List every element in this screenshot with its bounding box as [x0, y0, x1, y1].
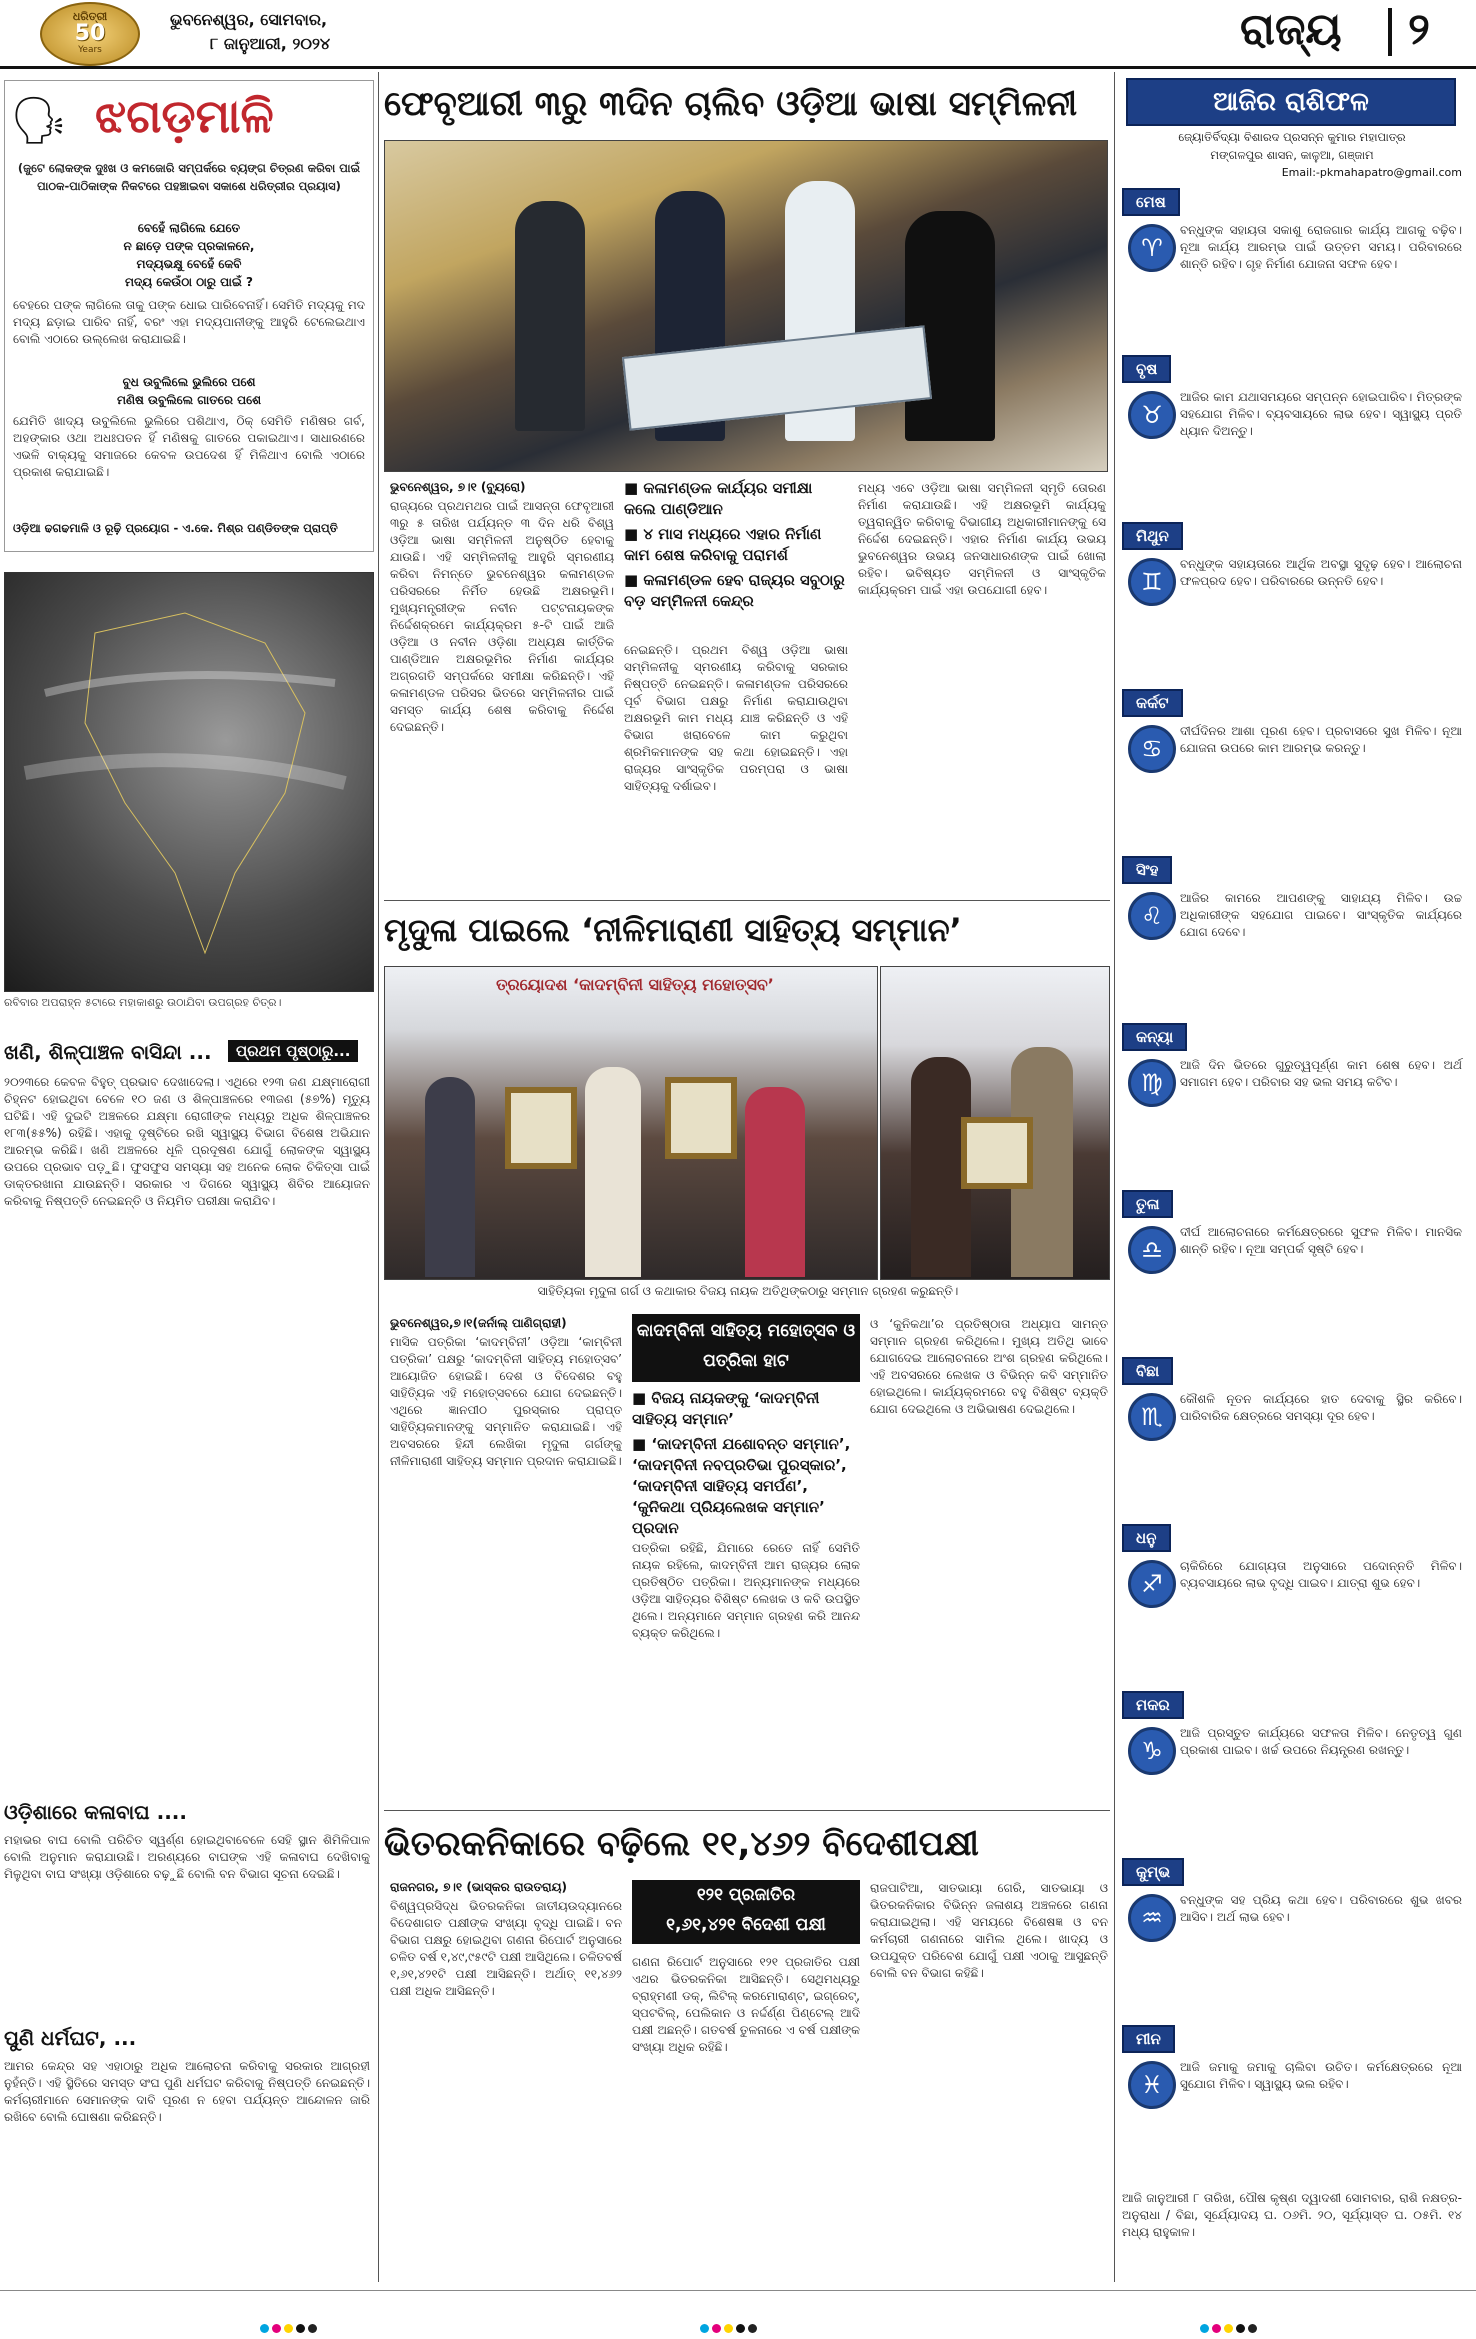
- continuation-headline: ଖଣି, ଶିଳ୍ପାଞ୍ଚଳ ବାସିନ୍ଦା ...: [4, 1040, 212, 1064]
- footer-rule: [0, 2290, 1476, 2291]
- horoscope-title: ଆଜିର ରାଶିଫଳ: [1126, 78, 1456, 126]
- sign-prediction: ବନ୍ଧୁଙ୍କ ସହ ପ୍ରିୟ କଥା ହେବ। ପରିବାରରେ ଶୁଭ ଖବର ଆସିବ। ଅର୍ଥ ଲାଭ ହେବ।: [1180, 1893, 1462, 1924]
- registration-dot: [712, 2324, 721, 2333]
- main-story-col2: ନେଇଛନ୍ତି। ପ୍ରଥମ ବିଶ୍ୱ ଓଡ଼ିଆ ଭାଷା ସମ୍ମିଳନୀକୁ ସ୍ମରଣୀୟ କରିବାକୁ ସରକାର ନିଷ୍ପତ୍ତି ନେଇଛନ୍ତି। କଳାମଣ୍ଡଳ ପରିସରରେ ପୂର୍ବ ବିଭାଗ ପକ୍ଷରୁ ନିର୍ମାଣ କରାଯାଉଥିବା ଅକ୍ଷରଭୂମି କାମ ମଧ୍ୟ ଯାଞ୍ଚ କରିଛନ୍ତି ଓ ଏହି ବିଭାଗ ଖରାବେଳେ କାମ କରୁଥିବା ଶ୍ରମିକମାନଙ୍କ ସହ କଥା ହୋଇଛନ୍ତି। ଏହା ରାଜ୍ୟର ସାଂସ୍କୃତିକ ପରମ୍ପରା ଓ ଭାଷା ସାହିତ୍ୟକୁ ଦର୍ଶାଇବ।: [624, 643, 848, 793]
- horoscope-sign: [1122, 2025, 1462, 2186]
- sign-name: କର୍କଟ: [1122, 689, 1183, 717]
- bird-col1: ବିଶ୍ୱପ୍ରସିଦ୍ଧ ଭିତରକନିକା ଜାତୀୟଉଦ୍ୟାନରେ ବିଦେଶାଗତ ପକ୍ଷୀଙ୍କ ସଂଖ୍ୟା ବୃଦ୍ଧି ପାଇଛି। ବନ ବିଭାଗ ପକ୍ଷରୁ ହୋଇଥିବା ଗଣନା ରିପୋର୍ଟ ଅନୁସାରେ ଚଳିତ ବର୍ଷ ୧,୪୯,୯୫୯ଟି ପକ୍ଷୀ ଆସିଥିଲେ। ଚଳିତବର୍ଷ ୧,୬୧,୪୨୧ଟି ପକ୍ଷୀ ଆସିଛନ୍ତି। ଅର୍ଥାତ୍ ୧୧,୪୬୨ ପକ୍ଷୀ ଅଧିକ ଆସିଛନ୍ତି।: [390, 1899, 622, 1998]
- sign-prediction: କୌଶଳି ନୂତନ କାର୍ଯ୍ୟରେ ହାତ ଦେବାକୁ ସ୍ଥିର କରିବେ। ପାରିବାରିକ କ୍ଷେତ୍ରରେ ସମସ୍ୟା ଦୂର ହେବ।: [1180, 1392, 1462, 1423]
- kalabagh-heading: ଓଡ଼ିଶାରେ କଳାବାଘ ....: [4, 1800, 187, 1824]
- registration-dot: [748, 2324, 757, 2333]
- bullet-item: ■ ବିଜୟ ନାୟକଙ୍କୁ ‘କାଦମ୍ବିନୀ ସାହିତ୍ୟ ସମ୍ମାନ’: [632, 1389, 820, 1428]
- sign-prediction: ଆଜିର କାମ ଯଥାସମୟରେ ସମ୍ପନ୍ନ ହୋଇପାରିବ। ମିତ୍ରଙ୍କ ସହଯୋଗ ମିଳିବ। ବ୍ୟବସାୟରେ ଲାଭ ହେବ। ସ୍ୱାସ୍ଥ୍ୟ ପ୍ରତି ଧ୍ୟାନ ଦିଅନ୍ତୁ।: [1180, 390, 1462, 438]
- award-photo-main: [384, 966, 878, 1280]
- strike-heading: ପୁଣି ଧର୍ମଘଟ, ...: [4, 2026, 137, 2050]
- dateline-date: ୮ ଜାନୁଆରୀ, ୨୦୨୪: [210, 34, 331, 53]
- page-number: ୨: [1408, 4, 1430, 55]
- main-story-col1: ରାଜ୍ୟରେ ପ୍ରଥମଥର ପାଇଁ ଆସନ୍ତା ଫେବୃଆରୀ ୩ରୁ ୫ ତାରିଖ ପର୍ଯ୍ୟନ୍ତ ୩ ଦିନ ଧରି ବିଶ୍ୱ ଓଡ଼ିଆ ଭାଷା ସମ୍ମିଳନୀ ଅନୁଷ୍ଠିତ ହେବାକୁ ଯାଉଛି। ଏହି ସମ୍ମିଳନୀକୁ ଆହୁରି ସ୍ମରଣୀୟ କରିବା ନିମନ୍ତେ ଭୁବନେଶ୍ୱର କଳାମଣ୍ଡଳ ପରିସରରେ ନିର୍ମିତ ହେଉଛି ଅକ୍ଷରଭୂମି। ମୁଖ୍ୟମନ୍ତ୍ରୀଙ୍କ ନବୀନ ପଟ୍ଟନାୟକଙ୍କ ନିର୍ଦ୍ଦେଶକ୍ରମେ କାର୍ଯ୍ୟକ୍ରମ ୫-ଟି ପାଇଁ ଆଜି ଓଡ଼ିଆ ଓ ନବୀନ ଓଡ଼ିଶା ଅଧ୍ୟକ୍ଷ କାର୍ତ୍ତିକ ପାଣ୍ଡିଆନ ଅକ୍ଷରଭୂମିର ନିର୍ମାଣ କାର୍ଯ୍ୟର ଅଗ୍ରଗତି ସମ୍ପର୍କରେ ସମୀକ୍ଷା କରିଛନ୍ତି। ଏହି କଳାମଣ୍ଡଳ ପରିସର ଭିତରେ ସମ୍ମିଳନୀର ପାଇଁ ସମସ୍ତ କାର୍ଯ୍ୟ ଶେଷ କରିବାକୁ ନିର୍ଦ୍ଦେଶ ଦେଇଛନ୍ତି।: [390, 499, 614, 734]
- main-story-col3: ମଧ୍ୟ ଏବେ ଓଡ଼ିଆ ଭାଷା ସମ୍ମିଳନୀ ସ୍ମୃତି ତୋରଣ ନିର୍ମାଣ କରାଯାଉଛି। ଏହି ଅକ୍ଷରଭୂମି କାର୍ଯ୍ୟକୁ ତ୍ୱରାନ୍ୱିତ କରିବାକୁ ବିଭାଗୀୟ ଅଧିକାରୀମାନଙ୍କୁ ସେ ନିର୍ଦ୍ଦେଶ ଦେଇଛନ୍ତି। ଏହାର ନିର୍ମାଣ କାର୍ଯ୍ୟ ଉଭୟ ଭୁବନେଶ୍ୱର ଉଭୟ ଜନସାଧାରଣଙ୍କ ପାଇଁ ଖୋଲା ରହିବ। ଭବିଷ୍ୟତ ସମ୍ମିଳନୀ ଓ ସାଂସ୍କୃତିକ କାର୍ଯ୍ୟକ୍ରମ ପାଇଁ ଏହା ଉପଯୋଗୀ ହେବ।: [858, 481, 1106, 597]
- bird-box-line: ୧,୬୧,୪୨୧ ବିଦେଶୀ ପକ୍ଷୀ: [666, 1915, 826, 1935]
- sign-name: ବୃଷ: [1122, 355, 1171, 383]
- zodiac-icon: ♓: [1128, 2061, 1176, 2109]
- panchang-text: ଆଜି ଜାନୁଆରୀ ୮ ତାରିଖ, ପୌଷ କୃଷ୍ଣ ଦ୍ୱାଦଶୀ ସୋମବାର, ରାଶି ନକ୍ଷତ୍ର-ଅନୁରାଧା / ବିଛା, ସୂର୍ଯ୍ୟୋଦୟ ଘ. ୦୬ମି. ୨୦, ସୂର୍ଯ୍ୟାସ୍ତ ଘ. ୦୫ମି. ୧୪ ମଧ୍ୟ ରାହୁକାଳ।: [1122, 2191, 1462, 2239]
- award-col1: ମାସିକ ପତ୍ରିକା ‘କାଦମ୍ବିନୀ’ ଓଡ଼ିଆ ‘କାମ୍ବିନୀ ପତ୍ରିକା’ ପକ୍ଷରୁ ‘କାଦମ୍ବିନୀ ସାହିତ୍ୟ ମହୋତ୍ସବ’ ଆୟୋଜିତ ହୋଇଛି। ଦେଶ ଓ ବିଦେଶର ବହୁ ସାହିତ୍ୟିକ ଏହି ମହୋତ୍ସବରେ ଯୋଗ ଦେଇଛନ୍ତି। ଏଥିରେ ଜ୍ଞାନପୀଠ ପୁରସ୍କାର ପ୍ରାପ୍ତ ସାହିତ୍ୟିକମାନଙ୍କୁ ସମ୍ମାନିତ କରାଯାଇଛି। ଏହି ଅବସରରେ ହିନ୍ଦୀ ଲେଖିକା ମୃଦୁଳା ଗର୍ଗଙ୍କୁ ନୀଳିମାରାଣୀ ସାହିତ୍ୟ ସମ୍ମାନ ପ୍ରଦାନ କରାଯାଇଛି।: [390, 1335, 622, 1468]
- strike-text: ଆମର କେନ୍ଦ୍ର ସହ ଏହାଠାରୁ ଅଧିକ ଆଲୋଚନା କରିବାକୁ ସରକାର ଆଗ୍ରହୀ ନୁହଁନ୍ତି। ଏହି ସ୍ଥିତିରେ ସମସ୍ତ ସଂଘ ପୁଣି ଧର୍ମଘଟ କରିବାକୁ ନିଷ୍ପତ୍ତି ନେଇଛନ୍ତି। କର୍ମଚାରୀମାନେ ସେମାନଙ୍କ ଦାବି ପୂରଣ ନ ହେବା ପର୍ଯ୍ୟନ୍ତ ଆନ୍ଦୋଳନ ଜାରି ରଖିବେ ବୋଲି ଘୋଷଣା କରିଛନ୍ତି।: [4, 2059, 370, 2124]
- satire-title: ଝଗଡ଼ମାଳି: [95, 89, 274, 143]
- bullet-text: ୪ ମାସ ମଧ୍ୟରେ ଏହାର ନିର୍ମାଣ କାମ ଶେଷ କରିବାକୁ ପରାମର୍ଶ: [624, 525, 822, 564]
- horoscope-sign: [1122, 355, 1462, 516]
- registration-dot: [260, 2324, 269, 2333]
- bullet-item: ■ ୪ ମାସ ମଧ୍ୟରେ ଏହାର ନିର୍ମାଣ କାମ ଶେଷ କରିବାକୁ ପରାମର୍ଶ: [624, 525, 822, 564]
- main-story-dateline: ଭୁବନେଶ୍ୱର, ୭।୧ (ବ୍ୟୁରୋ): [390, 480, 526, 494]
- award-dateline: ଭୁବନେଶ୍ୱର,୭।୧(ଜର୍ନାଲ୍ ପାଣିଗ୍ରାହୀ): [390, 1316, 567, 1330]
- registration-dot: [1200, 2324, 1209, 2333]
- horoscope-sign: [1122, 1524, 1462, 1685]
- color-registration-center: [700, 2318, 760, 2337]
- registration-dot: [1224, 2324, 1233, 2333]
- bullet-text: କଳାମଣ୍ଡଳ ହେବ ରାଜ୍ୟର ସବୁଠାରୁ ବଡ଼ ସମ୍ମିଳନୀ କେନ୍ଦ୍ର: [624, 571, 845, 610]
- section-rule: [384, 1810, 1110, 1811]
- award-banner: ତ୍ରୟୋଦଶ ‘କାଦମ୍ବିନୀ ସାହିତ୍ୟ ମହୋତ୍ସବ’: [496, 975, 774, 994]
- horoscope-address: ମଙ୍ଗଳପୁର ଶାସନ, କାଳୁଆ, ଗଞ୍ଜାମ: [1210, 148, 1374, 162]
- satire-paragraph-one: ବେହରେ ପଙ୍କ ଲାଗିଲେ ତାକୁ ପଙ୍କ ଧୋଇ ପାରିବେନାହିଁ। ସେମିତି ମଦ୍ୟକୁ ମଦ ମଦ୍ୟ ଛଡ଼ାଇ ପାରିବ ନାହିଁ, ବରଂ ଏହା ମଦ୍ୟପାନୀଙ୍କୁ ଆହୁରି ଟେଲେଇଥାଏ ବୋଲି ଏଠାରେ ଉଲ୍ଲେଖ କରାଯାଇଛି।: [13, 298, 365, 346]
- emblem-sub: Years: [78, 45, 102, 55]
- poem-line: ବୁଧ ଉବୁଲିଲେ ଭୁଲିରେ ପଶେ: [122, 375, 256, 389]
- main-story-headline: ଫେବୃଆରୀ ୩ରୁ ୩ଦିନ ଚାଲିବ ଓଡ଼ିଆ ଭାଷା ସମ୍ମିଳନୀ: [384, 84, 1078, 124]
- horoscope-sign: [1122, 522, 1462, 683]
- poem-one: [13, 219, 365, 291]
- zodiac-icon: ♊: [1128, 558, 1176, 606]
- masthead: [0, 0, 1476, 64]
- sign-prediction: ଆଜି ଜମାକୁ ଜମାକୁ ଚାଲିବା ଉଚିତ। କର୍ମକ୍ଷେତ୍ରରେ ନୂଆ ସୁଯୋଗ ମିଳିବ। ସ୍ୱାସ୍ଥ୍ୟ ଭଲ ରହିବ।: [1180, 2060, 1462, 2091]
- photo-person: [425, 1077, 475, 1277]
- kalabagh-text: ମହାଭର ବାଘ ବୋଲି ପରିଚିତ ସ୍ୱର୍ଣ୍ଣ ହୋଇଥିବାବେଳେ ସେହି ସ୍ଥାନ ଶିମିଳିପାଳ ବୋଲି ଅନୁମାନ କରାଯାଉଛି। ଅରଣ୍ୟରେ ବାଘଙ୍କ ଏହି କଳାବାଘ ଦେଖିବାକୁ ମିଳୁଥିବା ବାଘ ସଂଖ୍ୟା ଓଡ଼ିଶାରେ ବଢ଼ୁଛି ବୋଲି ବନ ବିଭାଗ ସୂଚନା ଦେଇଛି।: [4, 1833, 370, 1881]
- continuation-text: ୨୦୨୩ରେ କେବଳ ବିହୁତ୍ ପ୍ରଭାବ ଦେଖାଦେଲା। ଏଥିରେ ୧୨୩ ଜଣ ଯକ୍ଷ୍ମାରୋଗୀ ଚିହ୍ନଟ ହୋଇଥିବା ବେଳେ ୧୦ ଜଣ ଓ ଶିଳ୍ପାଞ୍ଚଳରେ ୧୩ଜଣ (୫୭%) ମୃତ୍ୟୁ ଘଟିଛି। ଏହି ଦୁଇଟି ଅଞ୍ଚଳରେ ଯକ୍ଷ୍ମା ରୋଗୀଙ୍କ ମଧ୍ୟରୁ ଅଧିକ ଶିଳ୍ପାଞ୍ଚଳର ୧୮୩(୫୫%) ରହିଛି। ଏହାକୁ ଦୃଷ୍ଟିରେ ରଖି ସ୍ୱାସ୍ଥ୍ୟ ବିଭାଗ ବିଶେଷ ଅଭିଯାନ ଆରମ୍ଭ କରିଛି। ଖଣି ଅଞ୍ଚଳରେ ଧୂଳି ପ୍ରଦୂଷଣ ଯୋଗୁଁ ଲୋକଙ୍କ ସ୍ୱାସ୍ଥ୍ୟ ଉପରେ ପ୍ରଭାବ ପଡ଼ୁଛି। ଫୁସଫୁସ ସମସ୍ୟା ସହ ଅନେକ ଲୋକ ଚିକିତ୍ସା ପାଇଁ ଡାକ୍ତରଖାନା ଯାଉଛନ୍ତି। ସରକାର ଏ ଦିଗରେ ସ୍ୱାସ୍ଥ୍ୟ ଶିବିର ଆୟୋଜନ କରିବାକୁ ନିଷ୍ପତ୍ତି ନେଇଛନ୍ତି ଓ ନିୟମିତ ପରୀକ୍ଷା କରାଯିବ।: [4, 1075, 370, 1208]
- sign-name: ତୁଳା: [1122, 1190, 1173, 1218]
- sign-prediction: ଆଜି ପ୍ରସ୍ତୁତ କାର୍ଯ୍ୟରେ ସଫଳତା ମିଳିବ। ନେତୃତ୍ୱ ଗୁଣ ପ୍ରକାଶ ପାଇବ। ଖର୍ଚ୍ଚ ଉପରେ ନିୟନ୍ତ୍ରଣ ରଖନ୍ତୁ।: [1180, 1726, 1462, 1757]
- bird-highlight-box: [632, 1880, 860, 1944]
- award-caption: ସାହିତ୍ୟିକା ମୃଦୁଳା ଗର୍ଗ ଓ କଥାକାର ବିଜୟ ନାୟକ ଅତିଥିଙ୍କଠାରୁ ସମ୍ମାନ ଗ୍ରହଣ କରୁଛନ୍ତି।: [537, 1284, 959, 1298]
- horoscope-sign: [1122, 188, 1462, 349]
- sign-name: ମୀନ: [1122, 2025, 1175, 2053]
- color-registration-right: [1200, 2318, 1260, 2337]
- award-frame: [961, 1117, 1033, 1189]
- registration-dot: [296, 2324, 305, 2333]
- bird-story-headline: ଭିତରକନିକାରେ ବଢ଼ିଲେ ୧୧,୪୬୨ ବିଦେଶୀପକ୍ଷୀ: [384, 1824, 979, 1864]
- bird-box-line: ୧୨୧ ପ୍ରଜାତିର: [696, 1885, 796, 1905]
- sign-name: କନ୍ୟା: [1122, 1023, 1187, 1051]
- column-divider-right: [1114, 72, 1115, 2282]
- horoscope-email: Email:-pkmahapatro@gmail.com: [1281, 166, 1462, 179]
- award-box-title: କାଦମ୍ବିନୀ ସାହିତ୍ୟ ମହୋତ୍ସବ ଓ ପତ୍ରିକା ହାଟ: [632, 1314, 860, 1382]
- registration-dot: [284, 2324, 293, 2333]
- main-story-bullets: [624, 478, 848, 612]
- photo-person: [745, 1087, 805, 1277]
- section-divider: [1388, 8, 1392, 56]
- poem-line: ନ ଛାଡ଼େ ପଙ୍କ ପ୍ରକାଳନେ,: [123, 239, 255, 253]
- sign-name: ମେଷ: [1122, 188, 1180, 216]
- cartoon-icon: 🗣: [9, 93, 69, 147]
- column-divider-left: [378, 72, 379, 2282]
- zodiac-icon: ♈: [1128, 224, 1176, 272]
- registration-dot: [272, 2324, 281, 2333]
- zodiac-icon: ♐: [1128, 1560, 1176, 1608]
- zodiac-icon: ♎: [1128, 1226, 1176, 1274]
- bird-col2: ଗଣନା ରିପୋର୍ଟ ଅନୁସାରେ ୧୨୧ ପ୍ରଜାତିର ପକ୍ଷୀ ଏଥର ଭିତରକନିକା ଆସିଛନ୍ତି। ସେଥିମଧ୍ୟରୁ ବ୍ରାହ୍ମଣୀ ଡକ୍, ଲିଟିଲ୍ କରମୋରାଣ୍ଟ, ଇଗ୍ରେଟ୍, ସ୍ପଟବିଲ୍, ପେଲିକାନ ଓ ନର୍ଦ୍ଦର୍ଣ୍ଣ ପିଣ୍ଟେଲ୍ ଆଦି ପକ୍ଷୀ ଅଛନ୍ତି। ଗତବର୍ଷ ତୁଳନାରେ ଏ ବର୍ଷ ପକ୍ଷୀଙ୍କ ସଂଖ୍ୟା ଅଧିକ ରହିଛି।: [632, 1955, 860, 2054]
- award-box-bullets: [632, 1388, 860, 1539]
- sign-prediction: ଦୀର୍ଘଦିନର ଆଶା ପୂରଣ ହେବ। ପ୍ରବାସରେ ସୁଖ ମିଳିବ। ନୂଆ ଯୋଜନା ଉପରେ କାମ ଆରମ୍ଭ କରନ୍ତୁ।: [1180, 724, 1462, 755]
- zodiac-icon: ♏: [1128, 1393, 1176, 1441]
- zodiac-icon: ♉: [1128, 391, 1176, 439]
- photo-person: [515, 201, 585, 431]
- satellite-image: [4, 572, 374, 992]
- bullet-item: ■ ‘କାଦମ୍ବିନୀ ଯଶୋବନ୍ତ ସମ୍ମାନ’, ‘କାଦମ୍ବିନୀ ନବପ୍ରତିଭା ପୁରସ୍କାର’, ‘କାଦମ୍ବିନୀ ସାହିତ୍ୟ ସମର୍ପଣ’, ‘କୁନିକଥା ପ୍ରିୟଲେଖକ ସମ୍ମାନ’ ପ୍ରଦାନ: [632, 1435, 851, 1537]
- registration-dot: [736, 2324, 745, 2333]
- horoscope-sign: [1122, 1023, 1462, 1184]
- award-photo-second: [880, 966, 1110, 1280]
- sign-name: କୁମ୍ଭ: [1122, 1858, 1184, 1886]
- sign-prediction: ଆଜି ଦିନ ଭିତରେ ଗୁରୁତ୍ୱପୂର୍ଣ୍ଣ କାମ ଶେଷ ହେବ। ଅର୍ଥ ସମାଗମ ହେବ। ପରିବାର ସହ ଭଲ ସମୟ କଟିବ।: [1180, 1058, 1462, 1089]
- sign-name: ମକର: [1122, 1691, 1184, 1719]
- horoscope-sign: [1122, 1357, 1462, 1518]
- golden-jubilee-emblem: [40, 2, 140, 66]
- main-story-photo: [384, 140, 1108, 472]
- registration-dot: [1212, 2324, 1221, 2333]
- sign-name: ବିଛା: [1122, 1357, 1173, 1385]
- sign-prediction: ଆଜିର କାମରେ ଆପଣଙ୍କୁ ସାହାଯ୍ୟ ମିଳିବ। ଉଚ୍ଚ ଅଧିକାରୀଙ୍କ ସହଯୋଗ ପାଇବେ। ସାଂସ୍କୃତିକ କାର୍ଯ୍ୟରେ ଯୋଗ ଦେବେ।: [1180, 891, 1462, 939]
- sign-prediction: ବନ୍ଧୁଙ୍କ ସହାୟତା ସକାଶୁ ରୋଜଗାର କାର୍ଯ୍ୟ ଆଗକୁ ବଢ଼ିବ। ନୂଆ କାର୍ଯ୍ୟ ଆରମ୍ଭ ପାଇଁ ଉତ୍ତମ ସମୟ। ପରିବାରରେ ଶାନ୍ତି ରହିବ। ଗୃହ ନିର୍ମାଣ ଯୋଜନା ସଫଳ ହେବ।: [1180, 223, 1462, 271]
- emblem-years: 50: [74, 21, 106, 46]
- satire-intro: (ଜୁଟେ ଲୋକଙ୍କ ଦୁଃଖ ଓ କମଜୋରି ସମ୍ପର୍କରେ ବ୍ୟଙ୍ଗ ଚିତ୍ରଣ କରିବା ପାଇଁ ପାଠକ-ପାଠିକାଙ୍କ ନିକଟରେ ପହଞ୍ଚାଇବା ସକାଶେ ଧରିତ୍ରୀର ପ୍ରୟାସ): [17, 161, 361, 193]
- bullet-text: ବିଜୟ ନାୟକଙ୍କୁ ‘କାଦମ୍ବିନୀ ସାହିତ୍ୟ ସମ୍ମାନ’: [632, 1389, 820, 1428]
- satire-credit: ଓଡ଼ିଆ ଢଗଢମାଳି ଓ ରୂଢ଼ି ପ୍ରୟୋଗ - ଏ.କେ. ମିଶ୍ର ପଣ୍ଡିତଙ୍କ ପ୍ରାପ୍ତି: [13, 521, 338, 535]
- masthead-rule: [0, 66, 1476, 69]
- registration-dot: [1236, 2324, 1245, 2333]
- satire-box: [4, 80, 374, 552]
- horoscope-author: ଜ୍ୟୋତିର୍ବିଦ୍ୟା ବିଶାରଦ ପ୍ରସନ୍ନ କୁମାର ମହାପାତ୍ର: [1178, 130, 1406, 144]
- award-frame: [665, 1077, 737, 1159]
- zodiac-icon: ♒: [1128, 1894, 1176, 1942]
- bird-col3: ରାଜପାଟିଆ, ସାତଭାୟା ଗେରି, ସାତଭାୟା ଓ ଭିତରକନିକାର ବିଭିନ୍ନ ଜଳାଶୟ ଅଞ୍ଚଳରେ ଗଣନା କରାଯାଇଥିଲା। ଏହି ସମୟରେ ବିଶେଷଜ୍ଞ ଓ ବନ କର୍ମଚାରୀ ଗଣନାରେ ସାମିଲ ଥିଲେ। ଖାଦ୍ୟ ଓ ଉପଯୁକ୍ତ ପରିବେଶ ଯୋଗୁଁ ପକ୍ଷୀ ଏଠାକୁ ଆସୁଛନ୍ତି ବୋଲି ବନ ବିଭାଗ କହିଛି।: [870, 1881, 1108, 1980]
- photo-person: [585, 1067, 641, 1277]
- bullet-text: ‘କାଦମ୍ବିନୀ ଯଶୋବନ୍ତ ସମ୍ମାନ’, ‘କାଦମ୍ବିନୀ ନବପ୍ରତିଭା ପୁରସ୍କାର’, ‘କାଦମ୍ବିନୀ ସାହିତ୍ୟ ସମର୍ପଣ’, ‘କୁନିକଥା ପ୍ରିୟଲେଖକ ସମ୍ମାନ’ ପ୍ରଦାନ: [632, 1435, 851, 1537]
- zodiac-icon: ♍: [1128, 1059, 1176, 1107]
- poem-line: ମଣିଷ ଉବୁଲିଲେ ଗାତରେ ପଶେ: [116, 393, 262, 407]
- poem-line: ବେହେଁ ଲାଗିଲେ ଯେତେ: [137, 221, 241, 235]
- zodiac-icon: ♑: [1128, 1727, 1176, 1775]
- zodiac-icon: ♋: [1128, 725, 1176, 773]
- award-col2: ପତ୍ରିକା ରହିଛି, ଯିମାରେ ରେତେ ନାହିଁ ସେମିତି ନାୟକ ରହିଲେ, କାଦମ୍ବିନୀ ଆମ ରାଜ୍ୟର ଲୋକ ପ୍ରତିଷ୍ଠିତ ପତ୍ରିକା। ଅନ୍ୟମାନଙ୍କ ମଧ୍ୟରେ ଓଡ଼ିଆ ସାହିତ୍ୟର ବିଶିଷ୍ଟ ଲେଖକ ଓ କବି ଉପସ୍ଥିତ ଥିଲେ। ଅନ୍ୟମାନେ ସମ୍ମାନ ଗ୍ରହଣ କରି ଆନନ୍ଦ ବ୍ୟକ୍ତ କରିଥିଲେ।: [632, 1541, 860, 1640]
- registration-dot: [308, 2324, 317, 2333]
- sign-name: ସିଂହ: [1122, 856, 1172, 884]
- satire-paragraph-two: ଯେମିତି ଖାଦ୍ୟ ଉବୁଲିଲେ ଭୁଲିରେ ପଶିଥାଏ, ଠିକ୍ ସେମିତି ମଣିଷର ଗର୍ବ, ଅହଙ୍କାର ଓଥା ଅଧଃପତନ ହିଁ ମଣିଷକୁ ଗାତରେ ପକାଇଥାଏ। ସାଧାରଣରେ ଏଭଳି ବାକ୍ୟକୁ ସମାଜରେ କେବଳ ଉପଦେଶ ହିଁ ମିଳିଥାଏ ବୋଲି ଏଠାରେ ପ୍ରକାଶ କରାଯାଇଛି।: [13, 414, 365, 479]
- registration-dot: [724, 2324, 733, 2333]
- horoscope-sign: [1122, 689, 1462, 850]
- horoscope-sign: [1122, 1190, 1462, 1351]
- section-name: ରାଜ୍ୟ: [1240, 4, 1342, 55]
- registration-dot: [700, 2324, 709, 2333]
- dateline-place-day: ଭୁବନେଶ୍ୱର, ସୋମବାର,: [170, 10, 328, 29]
- continuation-tag: ପ୍ରଥମ ପୃଷ୍ଠାରୁ...: [228, 1040, 358, 1062]
- horoscope-sign: [1122, 1691, 1462, 1852]
- award-col3: ଓ ‘କୁନିକଥା’ର ପ୍ରତିଷ୍ଠାତା ଅଧ୍ୟାପ ସାମନ୍ତ ସମ୍ମାନ ଗ୍ରହଣ କରିଥିଲେ। ମୁଖ୍ୟ ଅତିଥି ଭାବେ ଯୋଗଦେଇ ଆଲୋଚନାରେ ଅଂଶ ଗ୍ରହଣ କରିଥିଲେ। ଏହି ଅବସରରେ ଲେଖକ ଓ ବିଭିନ୍ନ କବି ସମ୍ମାନିତ ହୋଇଥିଲେ। କାର୍ଯ୍ୟକ୍ରମରେ ବହୁ ବିଶିଷ୍ଟ ବ୍ୟକ୍ତି ଯୋଗ ଦେଇଥିଲେ ଓ ଅଭିଭାଷଣ ଦେଇଥିଲେ।: [870, 1317, 1108, 1416]
- satellite-map-outline: [5, 573, 373, 991]
- poem-line: ମଦ୍ୟଭକ୍ଷୁ ବେହେଁ କେବି: [136, 257, 242, 271]
- poem-line: ମଦ୍ୟ କେଉଁଠା ଠାରୁ ପାଇଁ ?: [125, 275, 253, 289]
- zodiac-icon: ♌: [1128, 892, 1176, 940]
- bird-story-dateline: ରାଜନଗର, ୭।୧ (ଭାସ୍କର ରାଉତରାୟ): [390, 1880, 567, 1894]
- award-frame: [505, 1087, 577, 1169]
- bullet-text: କଳାମଣ୍ଡଳ କାର୍ଯ୍ୟର ସମୀକ୍ଷା କଲେ ପାଣ୍ଡିଆନ: [624, 479, 813, 518]
- bullet-item: ■ କଳାମଣ୍ଡଳ ହେବ ରାଜ୍ୟର ସବୁଠାରୁ ବଡ଼ ସମ୍ମିଳନୀ କେନ୍ଦ୍ର: [624, 571, 845, 610]
- satellite-caption: ରବିବାର ଅପରାହ୍ନ ୫ଟାରେ ମହାକାଶରୁ ଉଠାଯିବା ଉପଗ୍ରହ ଚିତ୍ର।: [4, 996, 282, 1009]
- bullet-item: ■ କଳାମଣ୍ଡଳ କାର୍ଯ୍ୟର ସମୀକ୍ଷା କଲେ ପାଣ୍ଡିଆନ: [624, 479, 813, 518]
- poem-two: [13, 373, 365, 409]
- sign-name: ଧନୁ: [1122, 1524, 1171, 1552]
- sign-prediction: ଚାକିରିରେ ଯୋଗ୍ୟତା ଅନୁସାରେ ପଦୋନ୍ନତି ମିଳିବ। ବ୍ୟବସାୟରେ ଲାଭ ବୃଦ୍ଧି ପାଇବ। ଯାତ୍ରା ଶୁଭ ହେବ।: [1180, 1559, 1462, 1590]
- emblem-name: ଧରିତ୍ରୀ: [72, 10, 108, 23]
- horoscope-sign: [1122, 856, 1462, 1017]
- registration-dot: [1248, 2324, 1257, 2333]
- sign-name: ମିଥୁନ: [1122, 522, 1183, 550]
- color-registration-left: [260, 2318, 320, 2337]
- sign-prediction: ବନ୍ଧୁଙ୍କ ସହାୟତାରେ ଆର୍ଥିକ ଅବସ୍ଥା ସୁଦୃଢ଼ ହେବ। ଆଲୋଚନା ଫଳପ୍ରଦ ହେବ। ପରିବାରରେ ଉନ୍ନତି ହେବ।: [1180, 557, 1462, 588]
- sign-prediction: ଦୀର୍ଘ ଆଲୋଚନାରେ କର୍ମକ୍ଷେତ୍ରରେ ସୁଫଳ ମିଳିବ। ମାନସିକ ଶାନ୍ତି ରହିବ। ନୂଆ ସମ୍ପର୍କ ସୃଷ୍ଟି ହେବ।: [1180, 1225, 1462, 1256]
- award-story-headline: ମୃଦୁଳା ପାଇଲେ ‘ନୀଳିମାରାଣୀ ସାହିତ୍ୟ ସମ୍ମାନ’: [384, 911, 962, 949]
- horoscope-sign: [1122, 1858, 1462, 2019]
